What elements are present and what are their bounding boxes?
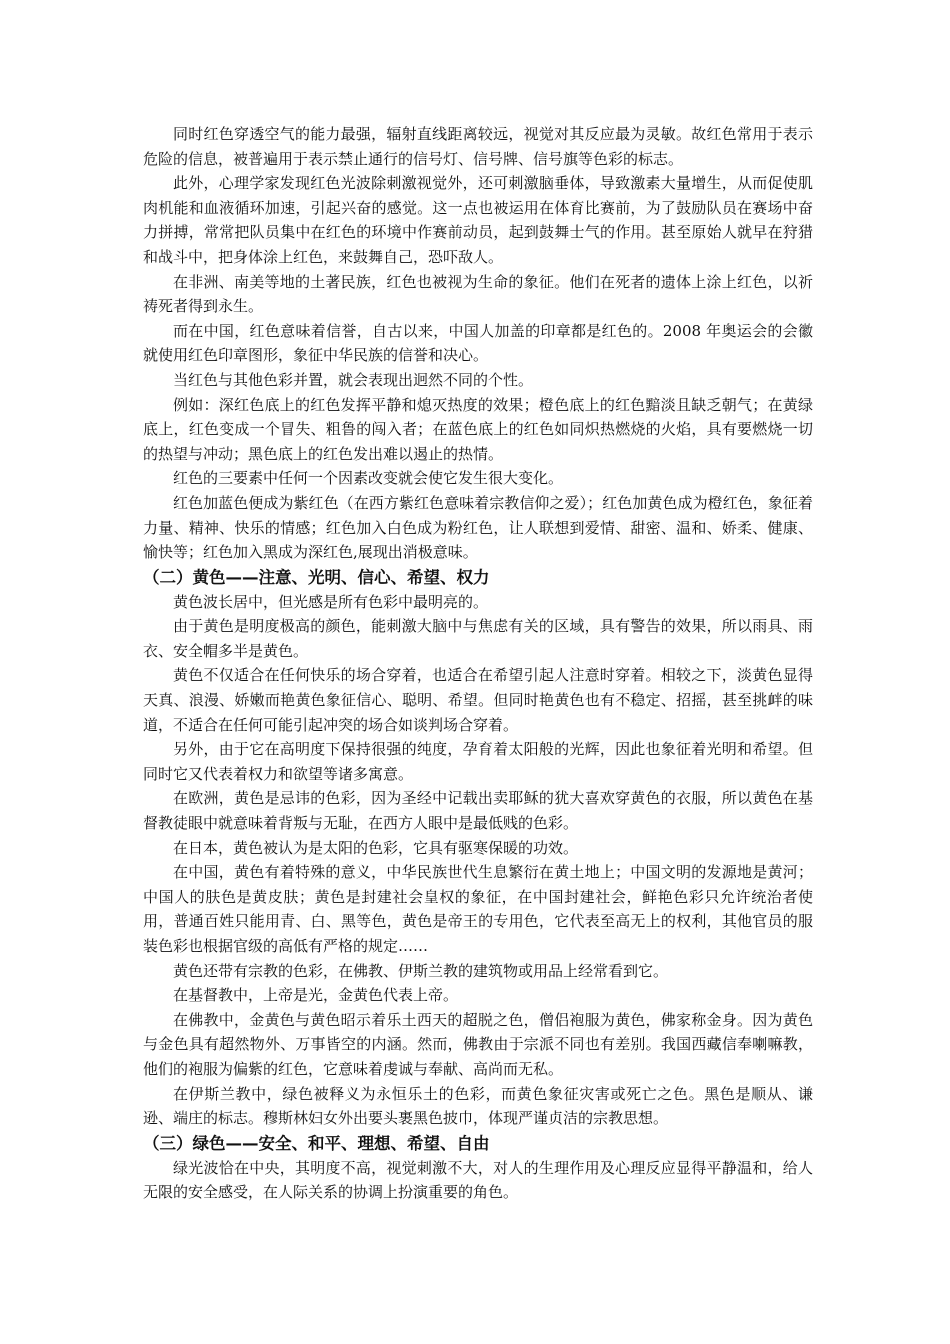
paragraph: 黄色波长居中，但光感是所有色彩中最明亮的。 bbox=[173, 592, 489, 611]
paragraph: 此外，心理学家发现红色光波除刺激视觉外，还可刺激脑垂体，导致激素大量增生，从而促使肌肉机能和血液循环加速，引起兴奋的感觉。这一点也被运用在体育比赛前，为了鼓励队员在赛场中奋力拼搏，常常把队员集中在红色的环境中作赛前动员，起到鼓舞士气的作用。甚至原始人就早在狩猎和战斗中，把身体涂上红色，来鼓舞自己，恐吓敌人。 bbox=[143, 174, 813, 266]
paragraph: 在佛教中，金黄色与黄色昭示着乐土西天的超脱之色，僧侣袍服为黄色，佛家称金身。因为黄色与金色具有超然物外、万事皆空的内涵。然而，佛教由于宗派不同也有差别。我国西藏信奉喇嘛教，他们的袍服为偏紫的红色，它意味着虔诚与奉献、高尚而无私。 bbox=[143, 1010, 813, 1078]
paragraph: 在欧洲，黄色是忌讳的色彩，因为圣经中记载出卖耶稣的犹大喜欢穿黄色的衣服，所以黄色在基督教徒眼中就意味着背叛与无耻，在西方人眼中是最低贱的色彩。 bbox=[143, 789, 813, 833]
paragraph: 在非洲、南美等地的土著民族，红色也被视为生命的象征。他们在死者的遗体上涂上红色，以祈祷死者得到永生。 bbox=[143, 272, 813, 316]
paragraph: 在基督教中，上帝是光，金黄色代表上帝。 bbox=[173, 986, 459, 1005]
paragraph: 红色加蓝色便成为紫红色（在西方紫红色意味着宗教信仰之爱）；红色加黄色成为橙红色，象征着力量、精神、快乐的情感；红色加入白色成为粉红色，让人联想到爱情、甜密、温和、娇柔、健康、愉快等；红色加入黑成为深红色,展现出消极意味。 bbox=[143, 493, 813, 562]
section-heading-green: （三）绿色——安全、和平、理想、希望、自由 bbox=[143, 1133, 490, 1153]
paragraph: 当红色与其他色彩并置，就会表现出迥然不同的个性。 bbox=[173, 370, 534, 389]
paragraph: 另外，由于它在高明度下保持很强的纯度，孕育着太阳般的光辉，因此也象征着光明和希望。但同时它又代表着权力和欲望等诸多寓意。 bbox=[143, 740, 813, 783]
paragraph: 同时红色穿透空气的能力最强，辐射直线距离较远，视觉对其反应最为灵敏。故红色常用于表示危险的信息，被普遍用于表示禁止通行的信号灯、信号牌、信号旗等色彩的标志。 bbox=[143, 125, 813, 168]
section-heading-yellow: （二）黄色——注意、光明、信心、希望、权力 bbox=[143, 567, 490, 587]
paragraph: 绿光波恰在中央，其明度不高，视觉刺激不大，对人的生理作用及心理反应显得平静温和，给人无限的安全感受，在人际关系的协调上扮演重要的角色。 bbox=[143, 1158, 813, 1202]
paragraph: 在伊斯兰教中，绿色被释义为永恒乐土的色彩，而黄色象征灾害或死亡之色。黑色是顺从、谦逊、端庄的标志。穆斯林妇女外出要头裹黑色披巾，体现严谨贞洁的宗教思想。 bbox=[143, 1084, 813, 1128]
document-page bbox=[143, 122, 813, 1205]
paragraph: 例如：深红色底上的红色发挥平静和熄灭热度的效果；橙色底上的红色黯淡且缺乏朝气；在黄绿底上，红色变成一个冒失、粗鲁的闯入者；在蓝色底上的红色如同炽热燃烧的火焰，具有要燃烧一切的热望与冲动；黑色底上的红色发出难以遏止的热情。 bbox=[143, 395, 813, 463]
paragraph: 而在中国，红色意味着信誉，自古以来，中国人加盖的印章都是红色的。2008 年奥运会的会徽就使用红色印章图形，象征中华民族的信誉和决心。 bbox=[143, 321, 813, 365]
paragraph: 黄色不仅适合在任何快乐的场合穿着，也适合在希望引起人注意时穿着。相较之下，淡黄色显得天真、浪漫、娇嫩而艳黄色象征信心、聪明、希望。但同时艳黄色也有不稳定、招摇，甚至挑衅的味道，不适合在任何可能引起冲突的场合如谈判场合穿着。 bbox=[143, 666, 813, 734]
paragraph: 红色的三要素中任何一个因素改变就会使它发生很大变化。 bbox=[173, 469, 564, 488]
paragraph: 黄色还带有宗教的色彩，在佛教、伊斯兰教的建筑物或用品上经常看到它。 bbox=[173, 961, 669, 980]
paragraph: 在中国，黄色有着特殊的意义，中华民族世代生息繁衍在黄土地上；中国文明的发源地是黄河；中国人的肤色是黄皮肤；黄色是封建社会皇权的象征，在中国封建社会，鲜艳色彩只允许统治者使用，普通百姓只能用青、白、黑等色，黄色是帝王的专用色，它代表至高无上的权利，其他官员的服装色彩也根据官级的高低有严格的规定…… bbox=[143, 863, 813, 955]
paragraph: 由于黄色是明度极高的颜色，能刺激大脑中与焦虑有关的区域，具有警告的效果，所以雨具、雨衣、安全帽多半是黄色。 bbox=[143, 617, 813, 660]
paragraph: 在日本，黄色被认为是太阳的色彩，它具有驱寒保暖的功效。 bbox=[173, 838, 579, 857]
